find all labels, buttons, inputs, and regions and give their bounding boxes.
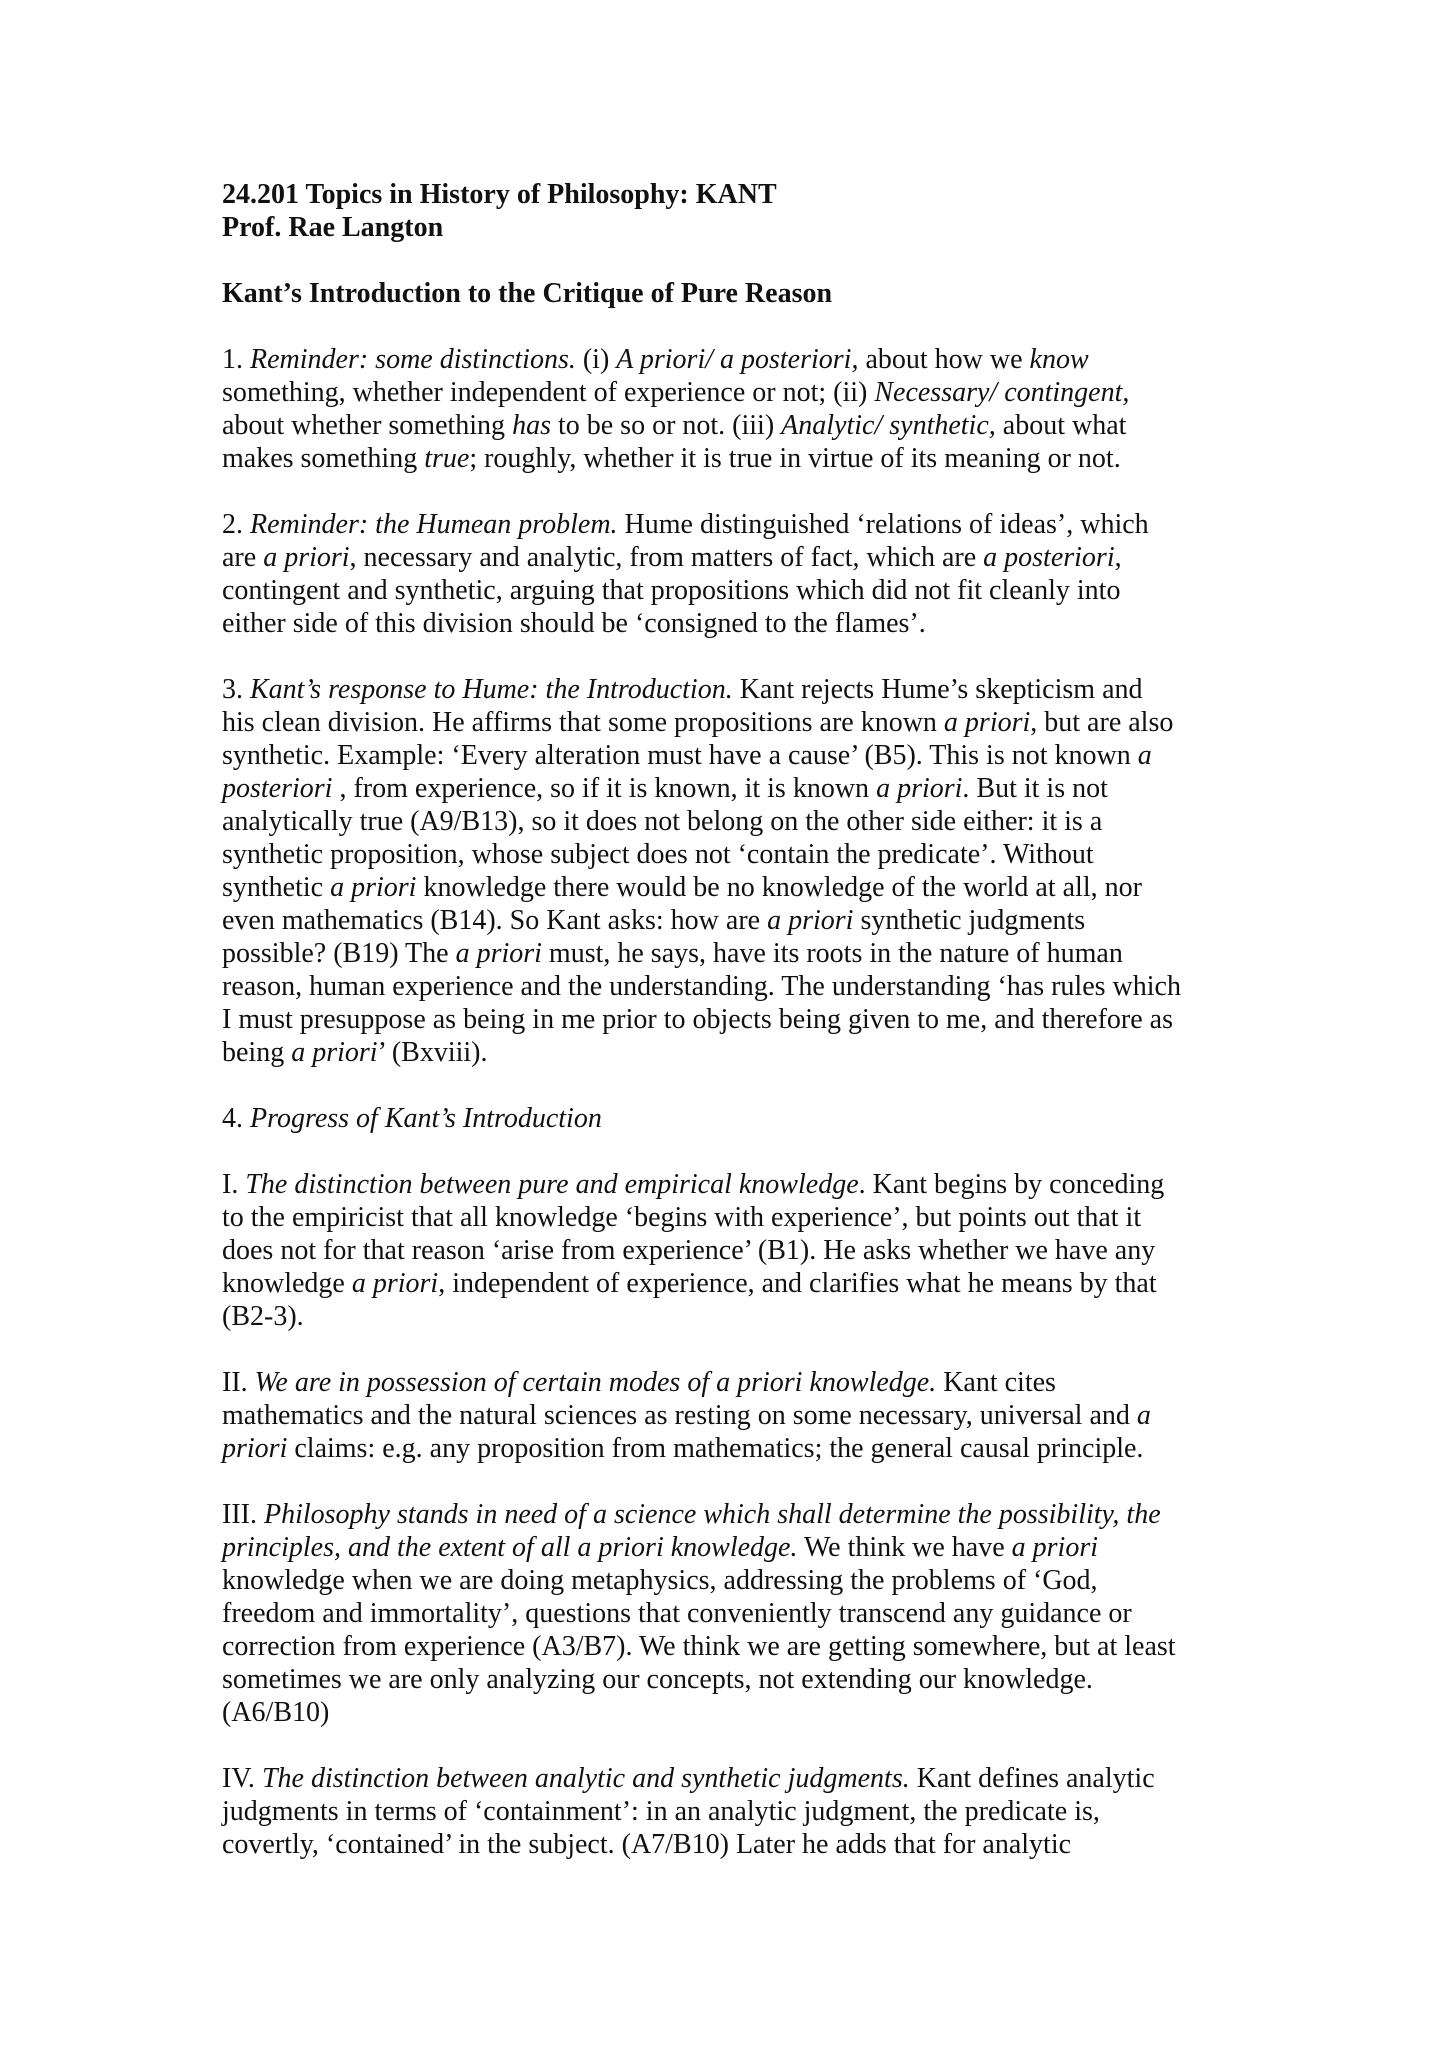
italic-text: Reminder: some distinctions. — [250, 344, 576, 375]
text-line — [222, 937, 1262, 970]
text-run: synthetic judgments — [853, 905, 1086, 936]
text-run: contingent and synthetic, arguing that propositions which did not fit cleanly into — [222, 575, 1121, 606]
text-run: I must presuppose as being in me prior to objects being given to me, and therefore as — [222, 1004, 1173, 1035]
text-run: (A6/B10) — [222, 1697, 330, 1728]
text-line — [222, 541, 1262, 574]
professor-name: Prof. Rae Langton — [222, 212, 444, 243]
text-run: ’ (Bxviii). — [377, 1037, 488, 1068]
text-line — [222, 1366, 1262, 1399]
text-line — [222, 772, 1262, 805]
paragraph-3 — [222, 673, 1262, 1069]
text-run: must, he says, have its roots in the nature of human — [541, 938, 1123, 969]
italic-text: a priori — [943, 707, 1031, 738]
italic-text: a priori — [291, 1037, 378, 1068]
italic-text: a priori — [767, 905, 854, 936]
italic-text: posteriori — [222, 773, 333, 804]
italic-text: a — [1137, 740, 1152, 771]
text-run: Kant cites — [936, 1367, 1056, 1398]
text-line — [222, 739, 1262, 772]
italic-text: Necessary/ contingent, — [874, 377, 1130, 408]
text-line — [222, 1531, 1262, 1564]
text-line — [222, 1267, 1262, 1300]
course-title: 24.201 Topics in History of Philosophy: KANT — [222, 179, 777, 210]
italic-text: Kant’s response to Hume: the Introduction. — [250, 674, 733, 705]
text-run: IV. — [222, 1763, 262, 1794]
text-run: , necessary and analytic, from matters of fact, which are — [349, 542, 984, 573]
text-line — [222, 1564, 1262, 1597]
text-line — [222, 1663, 1262, 1696]
italic-text: The distinction between analytic and synthetic judgments. — [261, 1763, 910, 1794]
text-run: synthetic. Example: ‘Every alteration must have a cause’ (B5). This is not known — [222, 740, 1138, 771]
text-line — [222, 1498, 1262, 1531]
paragraph-7 — [222, 1498, 1262, 1729]
italic-text: true — [424, 443, 470, 474]
text-run: . Kant begins by conceding — [858, 1169, 1165, 1200]
text-line — [222, 1300, 1262, 1333]
text-line — [222, 805, 1262, 838]
text-line — [222, 1795, 1262, 1828]
italic-text: a priori — [876, 773, 963, 804]
italic-text: a priori — [263, 542, 350, 573]
text-run: We think we have — [797, 1532, 1012, 1563]
text-run: synthetic proposition, whose subject does not ‘contain the predicate’. Without — [222, 839, 1094, 870]
text-line — [222, 574, 1262, 607]
text-run: judgments in terms of ‘containment’: in an analytic judgment, the predicate is, — [222, 1796, 1100, 1827]
text-line — [222, 1597, 1262, 1630]
text-line — [222, 442, 1262, 475]
text-run: claims: e.g. any proposition from mathematics; the general causal principle. — [287, 1433, 1144, 1464]
text-run: knowledge there would be no knowledge of the world at all, nor — [416, 872, 1142, 903]
text-run: ; roughly, whether it is true in virtue of its meaning or not. — [469, 443, 1121, 474]
text-run: 1. — [222, 344, 250, 375]
text-run: . But it is not — [962, 773, 1108, 804]
text-run: are — [222, 542, 264, 573]
text-run: to be so or not. (iii) — [550, 410, 782, 441]
text-run: being — [222, 1037, 292, 1068]
text-line — [222, 1003, 1262, 1036]
italic-text: Analytic/ synthetic, — [781, 410, 996, 441]
text-run: reason, human experience and the understanding. The understanding ‘has rules which — [222, 971, 1181, 1002]
text-line — [222, 1630, 1262, 1663]
paragraph-5 — [222, 1168, 1262, 1333]
text-run: about how we — [858, 344, 1030, 375]
paragraph-6 — [222, 1366, 1262, 1465]
text-line — [222, 343, 1262, 376]
text-line — [222, 376, 1262, 409]
text-run: something, whether independent of experience or not; (ii) — [222, 377, 875, 408]
text-run: about whether something — [222, 410, 513, 441]
text-line — [222, 1432, 1262, 1465]
text-run: analytically true (A9/B13), so it does not belong on the other side either: it is a — [222, 806, 1103, 837]
text-line — [222, 409, 1262, 442]
body-text — [222, 343, 1262, 1861]
italic-text: Philosophy stands in need of a science which shall determine the possibility, the — [263, 1499, 1161, 1530]
text-line — [222, 904, 1262, 937]
text-run: covertly, ‘contained’ in the subject. (A7/B10) Later he adds that for analytic — [222, 1829, 1072, 1860]
text-line — [222, 508, 1262, 541]
text-run: III. — [222, 1499, 264, 1530]
italic-text: know — [1029, 344, 1089, 375]
italic-text: Progress of Kant’s Introduction — [250, 1103, 602, 1134]
italic-text: priori — [222, 1433, 288, 1464]
italic-text: a priori — [1011, 1532, 1098, 1563]
text-run: 2. — [222, 509, 250, 540]
text-run: Hume distinguished ‘relations of ideas’, which — [617, 509, 1149, 540]
text-run: freedom and immortality’, questions that conveniently transcend any guidance or — [222, 1598, 1132, 1629]
text-line — [222, 1696, 1262, 1729]
text-line — [222, 970, 1262, 1003]
text-line — [222, 1201, 1262, 1234]
italic-text: a priori — [351, 1268, 439, 1299]
italic-text: Reminder: the Humean problem. — [250, 509, 618, 540]
text-run: , independent of experience, and clarifies what he means by that — [438, 1268, 1157, 1299]
text-run: Kant rejects Hume’s skepticism and — [732, 674, 1143, 705]
italic-text: a priori — [455, 938, 542, 969]
text-run: mathematics and the natural sciences as resting on some necessary, universal and — [222, 1400, 1137, 1431]
paragraph-4 — [222, 1102, 1262, 1135]
text-line — [222, 1399, 1262, 1432]
text-run: 4. — [222, 1103, 250, 1134]
text-run: , — [1114, 542, 1122, 573]
text-run: knowledge — [222, 1268, 352, 1299]
text-run: correction from experience (A3/B7). We think we are getting somewhere, but at least — [222, 1631, 1176, 1662]
text-run: knowledge when we are doing metaphysics, addressing the problems of ‘God, — [222, 1565, 1098, 1596]
paragraph-2 — [222, 508, 1262, 640]
text-run: , but are also — [1030, 707, 1174, 738]
text-run: does not for that reason ‘arise from experience’ (B1). He asks whether we have any — [222, 1235, 1156, 1266]
italic-text: The distinction between pure and empirical knowledge — [245, 1169, 859, 1200]
text-run: Kant defines analytic — [909, 1763, 1155, 1794]
italic-text: a posteriori — [983, 542, 1115, 573]
paragraph-1 — [222, 343, 1262, 475]
text-run: synthetic — [222, 872, 331, 903]
text-line — [222, 706, 1262, 739]
text-run: makes something — [222, 443, 425, 474]
text-run: sometimes we are only analyzing our concepts, not extending our knowledge. — [222, 1664, 1093, 1695]
text-line — [222, 838, 1262, 871]
text-run: either side of this division should be ‘consigned to the flames’. — [222, 608, 926, 639]
text-run: II. — [222, 1367, 255, 1398]
paragraph-8 — [222, 1762, 1262, 1861]
document-title: Kant’s Introduction to the Critique of Pure Reason — [222, 278, 833, 309]
italic-text: A priori/ a posteriori, — [616, 344, 859, 375]
italic-text: has — [512, 410, 551, 441]
text-run: (B2-3). — [222, 1301, 304, 1332]
text-line — [222, 607, 1262, 640]
text-line — [222, 673, 1262, 706]
text-line — [222, 1828, 1262, 1861]
text-run: about what — [995, 410, 1127, 441]
italic-text: We are in possession of certain modes of a priori knowledge. — [254, 1367, 937, 1398]
text-run: to the empiricist that all knowledge ‘begins with experience’, but points out that it — [222, 1202, 1142, 1233]
text-line — [222, 1234, 1262, 1267]
text-run: 3. — [222, 674, 250, 705]
text-run: his clean division. He affirms that some propositions are known — [222, 707, 944, 738]
text-line — [222, 1168, 1262, 1201]
text-line — [222, 1036, 1262, 1069]
text-run: possible? (B19) The — [222, 938, 456, 969]
text-run: (i) — [575, 344, 617, 375]
text-run: I. — [222, 1169, 246, 1200]
text-run: , from experience, so if it is known, it is known — [332, 773, 877, 804]
italic-text: principles, and the extent of all a priori knowledge. — [222, 1532, 798, 1563]
text-line — [222, 1762, 1262, 1795]
text-line — [222, 1102, 1262, 1135]
italic-text: a — [1136, 1400, 1151, 1431]
italic-text: a priori — [330, 872, 417, 903]
document-page — [222, 178, 1262, 1861]
text-run: even mathematics (B14). So Kant asks: how are — [222, 905, 768, 936]
text-line — [222, 871, 1262, 904]
